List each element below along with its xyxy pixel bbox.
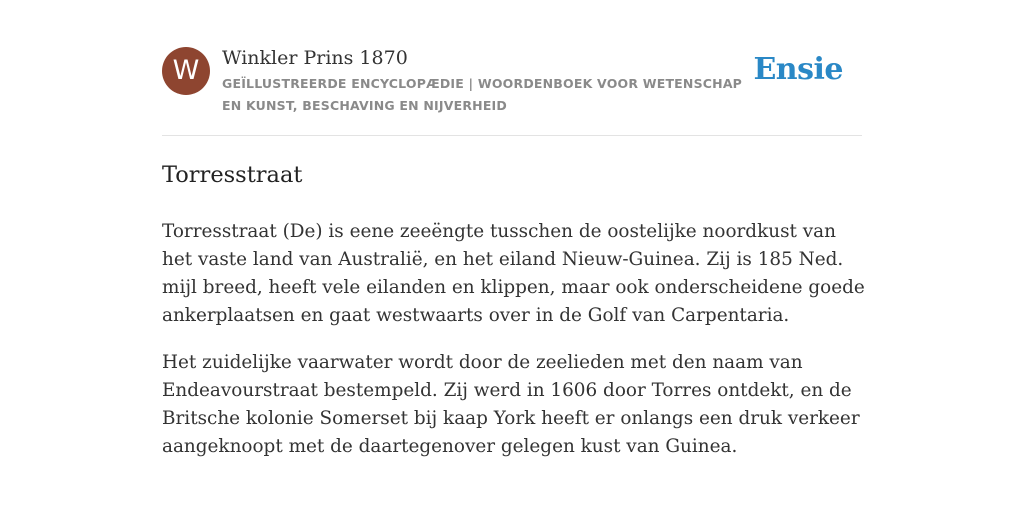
ensie-logo[interactable]: Ensie [753, 52, 843, 87]
source-info [222, 44, 752, 117]
source-subtitle: GEÏLLUSTREERDE ENCYCLOPÆDIE | WOORDENBOEK VOOR WETENSCHAP EN KUNST, BESCHAVING EN NIJVERHEID [222, 76, 743, 113]
source-header [162, 44, 862, 136]
source-avatar[interactable]: W [162, 47, 210, 95]
article-paragraph-1: Torresstraat (De) is eene zeeëngte tusschen de oostelijke noordkust van het vaste land van Australië, en het eiland Nieuw-Guinea. Zij is 185 Ned. mijl breed, heeft vele eilanden en klippen, maar ook onderscheidene goede ankerplaatsen en gaat westwaarts over in de Golf van Carpentaria. [162, 221, 865, 326]
header-divider [162, 135, 862, 136]
article-paragraph-2: Het zuidelijke vaarwater wordt door de zeelieden met den naam van Endeavourstraat bestempeld. Zij werd in 1606 door Torres ontdekt, en de Britsche kolonie Somerset bij kaap York heeft er onlangs een druk verkeer aangeknoopt met de daartegenover gelegen kust van Guinea. [162, 352, 860, 457]
article-title: Torresstraat [162, 162, 303, 188]
article [162, 156, 867, 480]
source-title[interactable]: Winkler Prins 1870 [222, 47, 408, 69]
